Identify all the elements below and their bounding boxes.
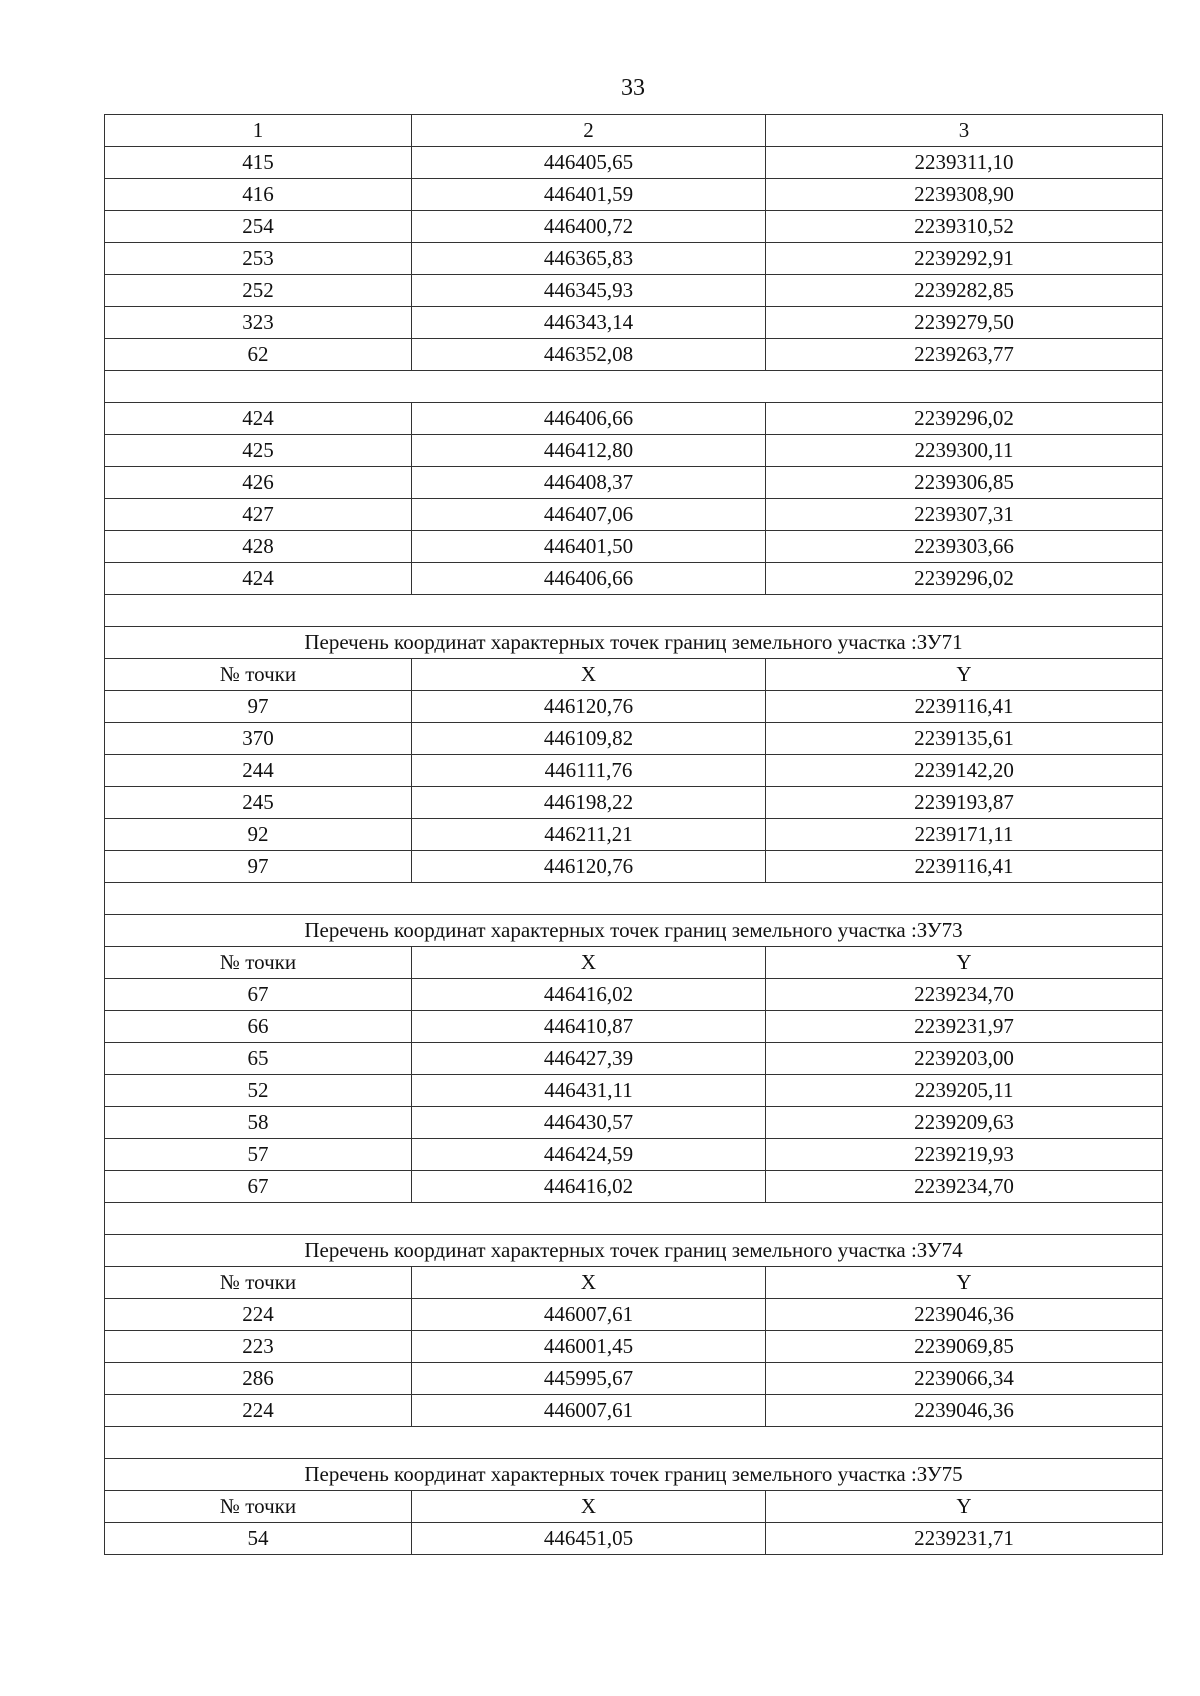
- point-number-cell: 223: [105, 1331, 412, 1363]
- coordinates-table: [104, 114, 1163, 1555]
- point-number-header: № точки: [105, 947, 412, 979]
- point-number-cell: 427: [105, 499, 412, 531]
- table-row: [105, 1171, 1163, 1203]
- y-coordinate-cell: 2239205,11: [766, 1075, 1163, 1107]
- y-header: Y: [766, 1491, 1163, 1523]
- y-coordinate-cell: 2239046,36: [766, 1299, 1163, 1331]
- table-row: [105, 435, 1163, 467]
- column-number-2: 2: [412, 115, 766, 147]
- y-coordinate-cell: 2239308,90: [766, 179, 1163, 211]
- x-coordinate-cell: 446400,72: [412, 211, 766, 243]
- column-header-row: [105, 1267, 1163, 1299]
- point-number-cell: 97: [105, 851, 412, 883]
- y-coordinate-cell: 2239296,02: [766, 563, 1163, 595]
- x-coordinate-cell: 446427,39: [412, 1043, 766, 1075]
- point-number-cell: 253: [105, 243, 412, 275]
- x-coordinate-cell: 446198,22: [412, 787, 766, 819]
- x-coordinate-cell: 446343,14: [412, 307, 766, 339]
- section-title: Перечень координат характерных точек границ земельного участка :ЗУ71: [105, 627, 1163, 659]
- point-number-cell: 52: [105, 1075, 412, 1107]
- x-coordinate-cell: 446430,57: [412, 1107, 766, 1139]
- x-coordinate-cell: 445995,67: [412, 1363, 766, 1395]
- x-coordinate-cell: 446111,76: [412, 755, 766, 787]
- coordinates-table-body: [105, 115, 1163, 1555]
- x-coordinate-cell: 446007,61: [412, 1299, 766, 1331]
- x-coordinate-cell: 446424,59: [412, 1139, 766, 1171]
- block-separator-row: [105, 371, 1163, 403]
- section-title: Перечень координат характерных точек границ земельного участка :ЗУ74: [105, 1235, 1163, 1267]
- column-header-row: [105, 659, 1163, 691]
- column-number-3: 3: [766, 115, 1163, 147]
- table-row: [105, 1107, 1163, 1139]
- point-number-cell: 323: [105, 307, 412, 339]
- page-number: 33: [621, 75, 645, 101]
- column-number-1: 1: [105, 115, 412, 147]
- table-row: [105, 787, 1163, 819]
- point-number-cell: 67: [105, 1171, 412, 1203]
- separator-cell: [105, 1203, 1163, 1235]
- table-row: [105, 339, 1163, 371]
- table-row: [105, 723, 1163, 755]
- x-header: X: [412, 1491, 766, 1523]
- section-title: Перечень координат характерных точек границ земельного участка :ЗУ73: [105, 915, 1163, 947]
- y-coordinate-cell: 2239142,20: [766, 755, 1163, 787]
- point-number-cell: 425: [105, 435, 412, 467]
- y-coordinate-cell: 2239292,91: [766, 243, 1163, 275]
- column-header-row: [105, 947, 1163, 979]
- x-coordinate-cell: 446352,08: [412, 339, 766, 371]
- x-coordinate-cell: 446120,76: [412, 851, 766, 883]
- x-coordinate-cell: 446365,83: [412, 243, 766, 275]
- x-coordinate-cell: 446211,21: [412, 819, 766, 851]
- y-coordinate-cell: 2239300,11: [766, 435, 1163, 467]
- point-number-cell: 54: [105, 1523, 412, 1555]
- table-row: [105, 531, 1163, 563]
- y-header: Y: [766, 1267, 1163, 1299]
- y-coordinate-cell: 2239306,85: [766, 467, 1163, 499]
- table-row: [105, 243, 1163, 275]
- table-row: [105, 1331, 1163, 1363]
- table-row: [105, 1075, 1163, 1107]
- y-coordinate-cell: 2239231,97: [766, 1011, 1163, 1043]
- y-coordinate-cell: 2239209,63: [766, 1107, 1163, 1139]
- point-number-cell: 416: [105, 179, 412, 211]
- x-coordinate-cell: 446109,82: [412, 723, 766, 755]
- x-coordinate-cell: 446007,61: [412, 1395, 766, 1427]
- table-row: [105, 147, 1163, 179]
- x-coordinate-cell: 446407,06: [412, 499, 766, 531]
- x-coordinate-cell: 446412,80: [412, 435, 766, 467]
- point-number-cell: 62: [105, 339, 412, 371]
- block-separator-row: [105, 1203, 1163, 1235]
- y-coordinate-cell: 2239303,66: [766, 531, 1163, 563]
- x-coordinate-cell: 446410,87: [412, 1011, 766, 1043]
- separator-cell: [105, 883, 1163, 915]
- block-separator-row: [105, 1427, 1163, 1459]
- point-number-cell: 424: [105, 563, 412, 595]
- table-row: [105, 211, 1163, 243]
- x-coordinate-cell: 446416,02: [412, 1171, 766, 1203]
- table-row: [105, 499, 1163, 531]
- point-number-cell: 286: [105, 1363, 412, 1395]
- point-number-cell: 224: [105, 1395, 412, 1427]
- table-row: [105, 1299, 1163, 1331]
- x-header: X: [412, 947, 766, 979]
- section-title-row: [105, 1459, 1163, 1491]
- column-header-row: [105, 1491, 1163, 1523]
- separator-cell: [105, 595, 1163, 627]
- table-row: [105, 467, 1163, 499]
- x-coordinate-cell: 446401,59: [412, 179, 766, 211]
- y-coordinate-cell: 2239066,34: [766, 1363, 1163, 1395]
- table-row: [105, 1363, 1163, 1395]
- point-number-cell: 244: [105, 755, 412, 787]
- point-number-cell: 58: [105, 1107, 412, 1139]
- y-coordinate-cell: 2239310,52: [766, 211, 1163, 243]
- point-number-cell: 245: [105, 787, 412, 819]
- y-coordinate-cell: 2239046,36: [766, 1395, 1163, 1427]
- point-number-cell: 415: [105, 147, 412, 179]
- y-coordinate-cell: 2239279,50: [766, 307, 1163, 339]
- x-coordinate-cell: 446416,02: [412, 979, 766, 1011]
- y-coordinate-cell: 2239307,31: [766, 499, 1163, 531]
- table-row: [105, 275, 1163, 307]
- x-coordinate-cell: 446451,05: [412, 1523, 766, 1555]
- table-row: [105, 1043, 1163, 1075]
- point-number-cell: 224: [105, 1299, 412, 1331]
- x-coordinate-cell: 446405,65: [412, 147, 766, 179]
- y-coordinate-cell: 2239234,70: [766, 1171, 1163, 1203]
- block-separator-row: [105, 595, 1163, 627]
- table-row: [105, 307, 1163, 339]
- point-number-cell: 66: [105, 1011, 412, 1043]
- y-header: Y: [766, 947, 1163, 979]
- y-coordinate-cell: 2239135,61: [766, 723, 1163, 755]
- point-number-header: № точки: [105, 1267, 412, 1299]
- x-coordinate-cell: 446345,93: [412, 275, 766, 307]
- table-row: [105, 851, 1163, 883]
- x-coordinate-cell: 446406,66: [412, 563, 766, 595]
- point-number-cell: 65: [105, 1043, 412, 1075]
- section-title-row: [105, 627, 1163, 659]
- x-coordinate-cell: 446120,76: [412, 691, 766, 723]
- y-coordinate-cell: 2239219,93: [766, 1139, 1163, 1171]
- y-coordinate-cell: 2239263,77: [766, 339, 1163, 371]
- y-coordinate-cell: 2239171,11: [766, 819, 1163, 851]
- point-number-header: № точки: [105, 659, 412, 691]
- table-row: [105, 819, 1163, 851]
- point-number-cell: 370: [105, 723, 412, 755]
- point-number-cell: 92: [105, 819, 412, 851]
- block-separator-row: [105, 883, 1163, 915]
- point-number-cell: 252: [105, 275, 412, 307]
- separator-cell: [105, 1427, 1163, 1459]
- y-coordinate-cell: 2239116,41: [766, 851, 1163, 883]
- x-coordinate-cell: 446408,37: [412, 467, 766, 499]
- y-coordinate-cell: 2239069,85: [766, 1331, 1163, 1363]
- y-coordinate-cell: 2239296,02: [766, 403, 1163, 435]
- x-header: X: [412, 659, 766, 691]
- table-row: [105, 691, 1163, 723]
- point-number-cell: 428: [105, 531, 412, 563]
- table-row: [105, 403, 1163, 435]
- point-number-cell: 97: [105, 691, 412, 723]
- point-number-cell: 254: [105, 211, 412, 243]
- x-coordinate-cell: 446001,45: [412, 1331, 766, 1363]
- x-header: X: [412, 1267, 766, 1299]
- section-title-row: [105, 1235, 1163, 1267]
- table-row: [105, 1139, 1163, 1171]
- table-row: [105, 1011, 1163, 1043]
- y-coordinate-cell: 2239231,71: [766, 1523, 1163, 1555]
- y-coordinate-cell: 2239311,10: [766, 147, 1163, 179]
- point-number-cell: 426: [105, 467, 412, 499]
- y-coordinate-cell: 2239282,85: [766, 275, 1163, 307]
- point-number-cell: 67: [105, 979, 412, 1011]
- point-number-cell: 57: [105, 1139, 412, 1171]
- y-header: Y: [766, 659, 1163, 691]
- y-coordinate-cell: 2239116,41: [766, 691, 1163, 723]
- y-coordinate-cell: 2239193,87: [766, 787, 1163, 819]
- x-coordinate-cell: 446406,66: [412, 403, 766, 435]
- section-title: Перечень координат характерных точек границ земельного участка :ЗУ75: [105, 1459, 1163, 1491]
- y-coordinate-cell: 2239234,70: [766, 979, 1163, 1011]
- table-row: [105, 755, 1163, 787]
- y-coordinate-cell: 2239203,00: [766, 1043, 1163, 1075]
- x-coordinate-cell: 446401,50: [412, 531, 766, 563]
- point-number-cell: 424: [105, 403, 412, 435]
- table-row: [105, 179, 1163, 211]
- table-row: [105, 1395, 1163, 1427]
- separator-cell: [105, 371, 1163, 403]
- point-number-header: № точки: [105, 1491, 412, 1523]
- table-row: [105, 1523, 1163, 1555]
- table-row: [105, 563, 1163, 595]
- x-coordinate-cell: 446431,11: [412, 1075, 766, 1107]
- column-number-row: [105, 115, 1163, 147]
- table-row: [105, 979, 1163, 1011]
- section-title-row: [105, 915, 1163, 947]
